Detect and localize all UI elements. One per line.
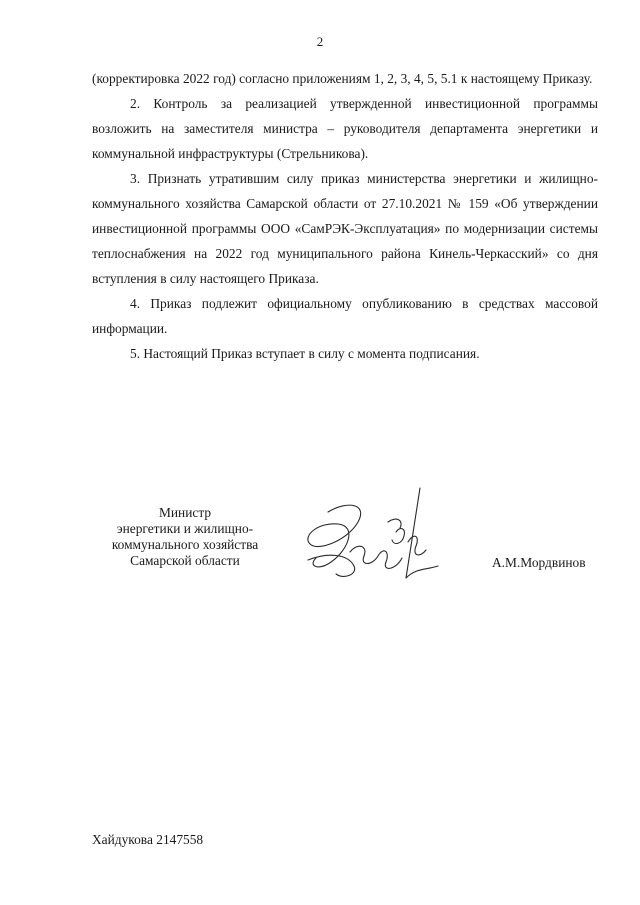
- signatory-title-line: коммунального хозяйства: [111, 537, 259, 552]
- page-number: 2: [316, 34, 324, 49]
- signatory-name: А.М.Мордвинов: [492, 555, 586, 570]
- signatory-title-line: Министр: [158, 505, 212, 520]
- signatory-title-line: энергетики и жилищно-: [116, 521, 254, 536]
- signatory-title: [90, 505, 280, 569]
- executor-info: Хайдукова 2147558: [92, 832, 204, 847]
- paragraph-4: 4. Приказ подлежит официальному опубликованию в средствах массовой информации.: [92, 296, 598, 336]
- document-body: [92, 66, 598, 366]
- handwritten-signature: [288, 482, 448, 594]
- paragraph-2: 2. Контроль за реализацией утвержденной инвестиционной программы возложить на заместителя министра – руководителя департамента энергетики и коммунальной инфраструктуры (Стрельникова).: [92, 96, 598, 161]
- signatory-title-line: Самарской области: [130, 553, 240, 568]
- paragraph-3: 3. Признать утратившим силу приказ министерства энергетики и жилищно-коммунального хозяйства Самарской области от 27.10.2021 № 159 «Об утверждении инвестиционной программы ООО «СамРЭК-Эксплуатация» по модернизации системы теплоснабжения на 2022 год муниципального района Кинель-Черкасский» со дня вступления в силу настоящего Приказа.: [92, 171, 598, 286]
- paragraph-continuation: (корректировка 2022 год) согласно приложениям 1, 2, 3, 4, 5, 5.1 к настоящему Приказу.: [92, 71, 593, 86]
- paragraph-5: 5. Настоящий Приказ вступает в силу с момента подписания.: [130, 346, 480, 361]
